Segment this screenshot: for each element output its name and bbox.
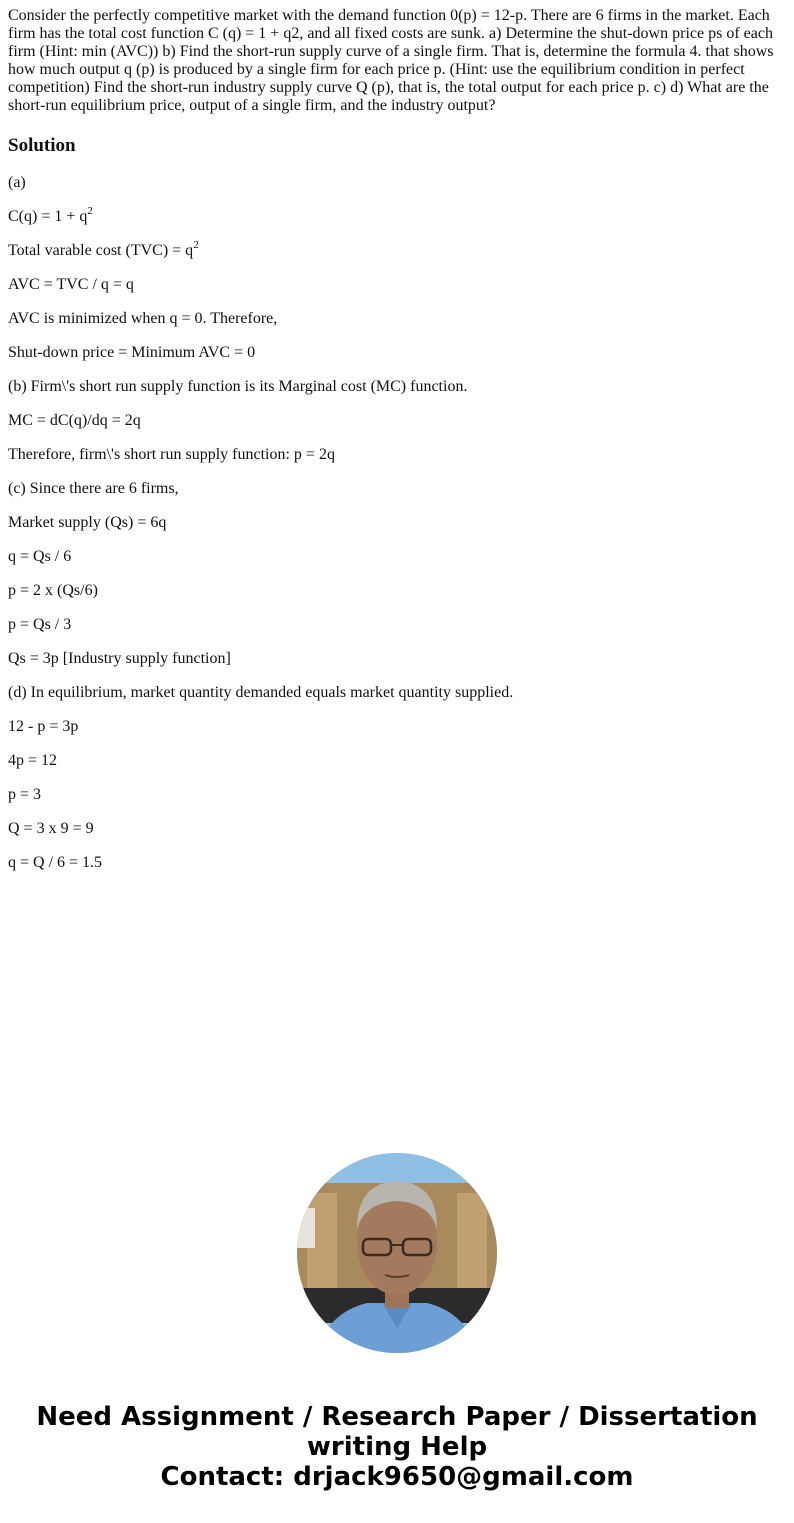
step-line: Total varable cost $(TVC) = q^2$ (8, 238, 199, 259)
step-line: Qs = 3p [Industry supply function] (8, 650, 231, 667)
step-line: (a) (8, 174, 26, 191)
step-line: q = Q / 6 = 1.5 (8, 854, 103, 871)
step-line: 12 - p = 3p (8, 718, 79, 735)
step-line: (d) In equilibrium, market quantity demanded equals market quantity supplied. (8, 684, 514, 701)
tutor-avatar (297, 1153, 497, 1353)
step-line: (c) Since there are 6 firms, (8, 480, 179, 497)
tutor-portrait-icon (297, 1153, 497, 1353)
promo-contact: Contact: drjack9650@gmail.com (160, 1462, 634, 1492)
promo-line-1: Need Assignment / Research Paper / Dissertation (36, 1402, 758, 1432)
step-line: Market supply (Qs) = 6q (8, 514, 167, 531)
step-line: (b) Firm\'s short run supply function is its Marginal cost (MC) function. (8, 378, 468, 395)
step-line: $C(q) = 1 + q^2$ (8, 204, 93, 225)
solution-heading: Solution (8, 135, 76, 156)
promo-line-2: writing Help (306, 1432, 488, 1462)
step-line: 4p = 12 (8, 752, 58, 769)
step-line: AVC is minimized when q = 0. Therefore, (8, 310, 278, 327)
step-line: p = Qs / 3 (8, 616, 72, 633)
step-line: q = Qs / 6 (8, 548, 72, 565)
step-line: AVC = TVC / q = q (8, 276, 134, 293)
solution-steps (8, 174, 513, 888)
step-line: Shut-down price = Minimum AVC = 0 (8, 344, 256, 361)
step-line: p = 3 (8, 786, 42, 803)
step-line: p = 2 x (Qs/6) (8, 582, 98, 599)
step-line: Q = 3 x 9 = 9 (8, 820, 94, 837)
question-text: Consider the perfectly competitive market with the demand function 0(p) = 12-p. There are 6 firms in the market. Each firm has the total cost function C (q) = 1 + q2, and all fixed costs are sunk. a) Determine the shut-down price ps of each firm (Hint: min (AVC)) b) Find the short-run supply curve of a single firm. That is, determine the formula 4. that shows how much output q (p) is produced by a single firm for each price p. (Hint: use the equilibrium condition in perfect competition) Find the short-run industry supply curve Q (p), that is, the total output for each price p. c) d) What are the short-run equilibrium price, output of a single firm, and the industry output? (8, 7, 774, 114)
promo-banner (0, 1402, 794, 1492)
step-line: Therefore, firm\'s short run supply function: p = 2q (8, 446, 335, 463)
step-line: MC = dC(q)/dq = 2q (8, 412, 141, 429)
